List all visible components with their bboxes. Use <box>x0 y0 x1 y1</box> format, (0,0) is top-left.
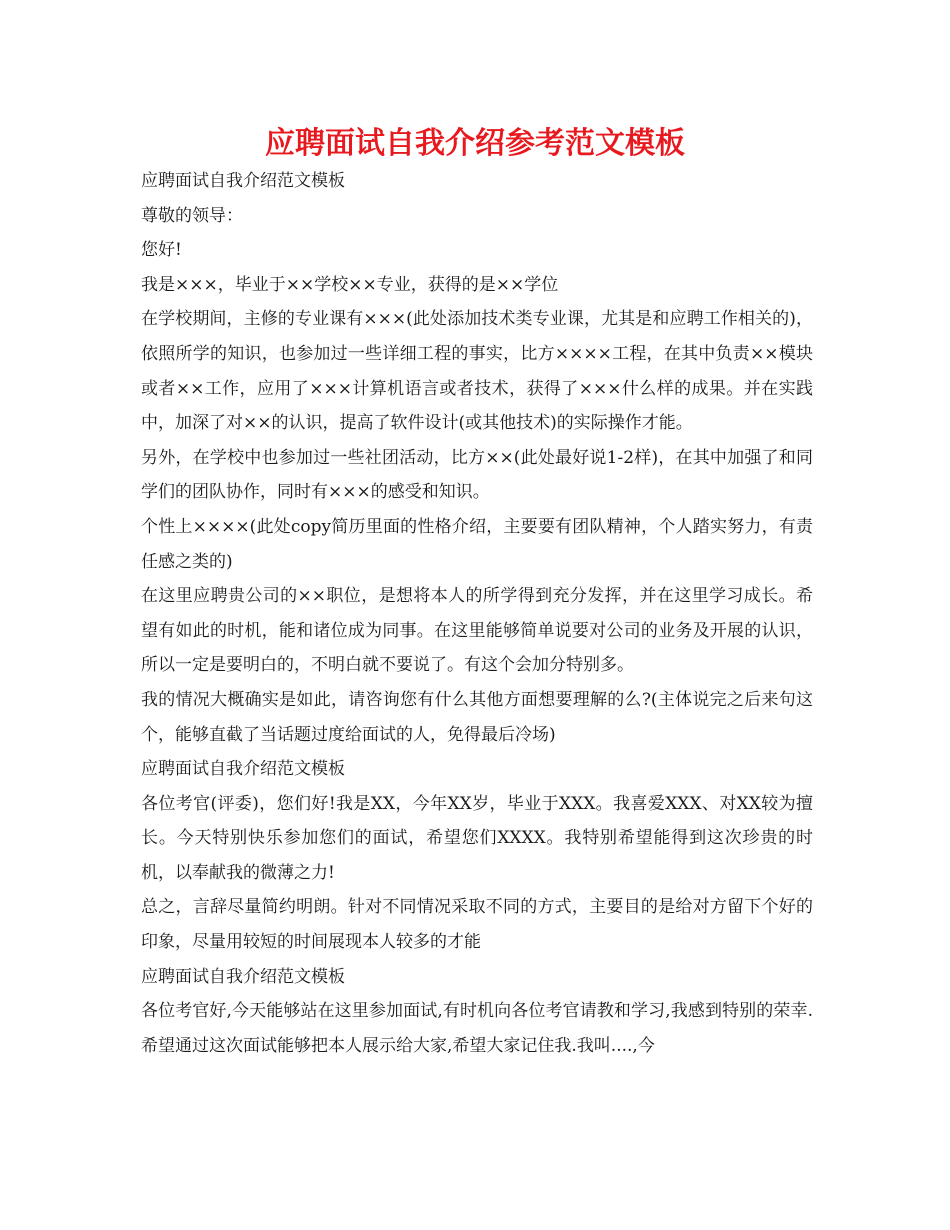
paragraph-subtitle: 应聘面试自我介绍范文模板 <box>141 966 345 987</box>
paragraph-subtitle: 应聘面试自我介绍范文模板 <box>141 171 345 191</box>
paragraph: 个性上××××(此处copy简历里面的性格介绍，主要要有团队精神，个人踏实努力，有责任感之类的) <box>141 516 813 572</box>
paragraph: 各位考官(评委)，您们好!我是XX，今年XX岁，毕业于XXX。我喜爱XXX、对XX较为擅长。今天特别快乐参加您们的面试，希望您们XXXX。我特别希望能得到这次珍贵的时机，以奉献我的微薄之力! <box>141 793 813 883</box>
document-title: 应聘面试自我介绍参考范文模板 <box>265 126 685 161</box>
document-body <box>141 164 813 1063</box>
paragraph: 各位考官好,今天能够站在这里参加面试,有时机向各位考官请教和学习,我感到特别的荣幸.希望通过这次面试能够把本人展示给大家,希望大家记住我.我叫....,今 <box>141 1001 813 1056</box>
paragraph: 在学校期间，主修的专业课有×××(此处添加技术类专业课，尤其是和应聘工作相关的)，依照所学的知识，也参加过一些详细工程的事实，比方××××工程，在其中负责××模块或者××工作，应用了×××计算机语言或者技术，获得了×××什么样的成果。并在实践中，加深了对××的认识，提高了软件设计(或其他技术)的实际操作才能。 <box>141 309 813 434</box>
paragraph-greeting: 您好! <box>141 240 182 261</box>
paragraph: 我的情况大概确实是如此，请咨询您有什么其他方面想要理解的么?(主体说完之后来句这个，能够直截了当话题过度给面试的人，免得最后冷场) <box>141 689 813 745</box>
paragraph: 另外，在学校中也参加过一些社团活动，比方××(此处最好说1-2样)，在其中加强了和同学们的团队协作，同时有×××的感受和知识。 <box>141 447 813 503</box>
paragraph-subtitle: 应聘面试自我介绍范文模板 <box>141 759 345 780</box>
paragraph: 总之，言辞尽量简约明朗。针对不同情况采取不同的方式，主要目的是给对方留下个好的印象，尽量用较短的时间展现本人较多的才能 <box>141 897 813 953</box>
paragraph: 在这里应聘贵公司的××职位，是想将本人的所学得到充分发挥，并在这里学习成长。希望有如此的时机，能和诸位成为同事。在这里能够简单说要对公司的业务及开展的认识，所以一定是要明白的，不明白就不要说了。有这个会加分特别多。 <box>141 586 813 676</box>
paragraph-salutation: 尊敬的领导： <box>141 205 243 226</box>
paragraph: 我是×××，毕业于××学校××专业，获得的是××学位 <box>141 274 559 295</box>
